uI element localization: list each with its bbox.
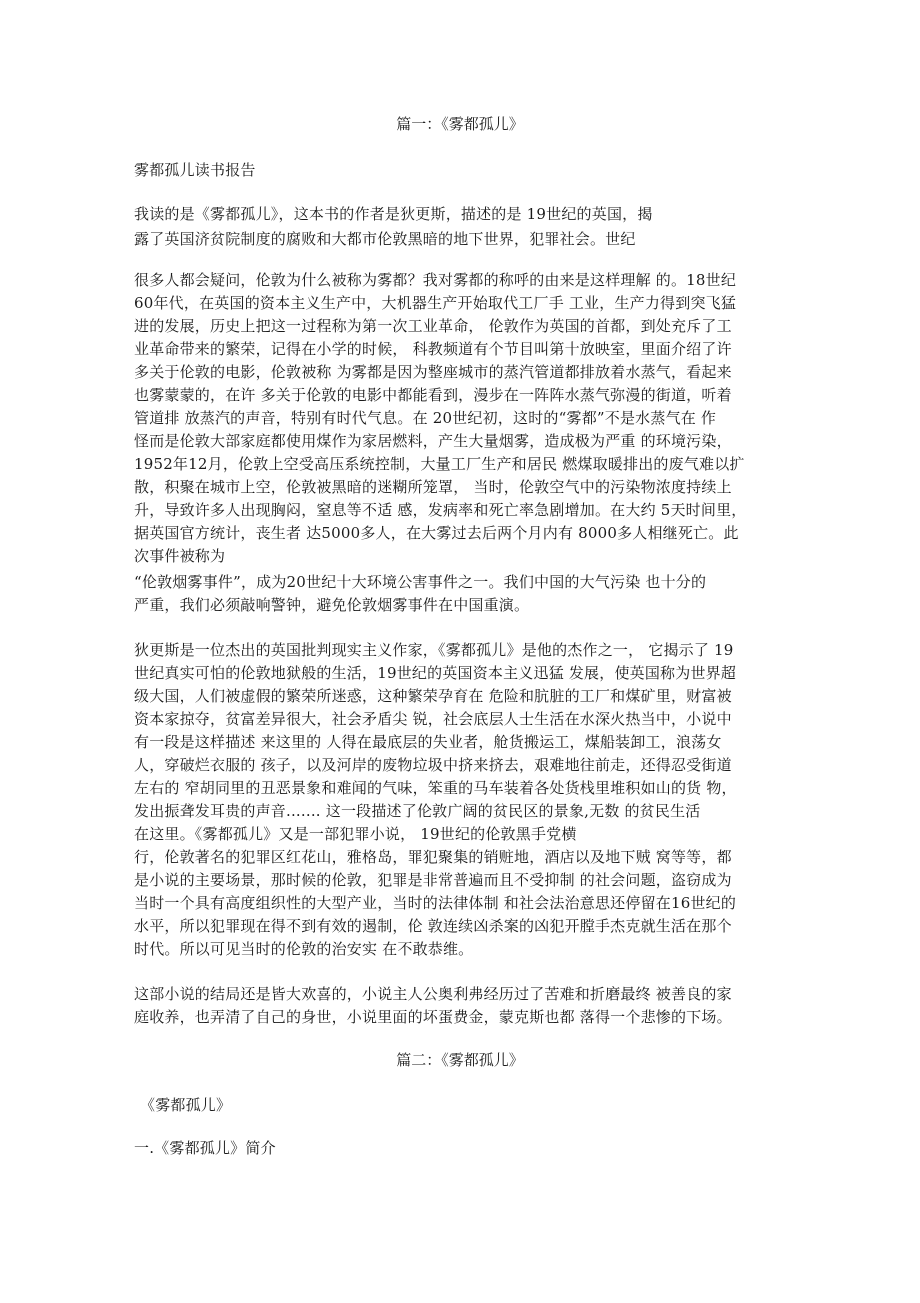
para2-line: 多关于伦敦的电影，伦敦被称 为雾都是因为整座城市的蒸汽管道都排放着水蒸气，看起来 — [134, 363, 732, 381]
para2-line: 严重，我们必须敲响警钟，避免伦敦烟雾事件在中国重演。 — [134, 596, 530, 614]
para3-line: 水平，所以犯罪现在得不到有效的遏制，伦 敦连续凶杀案的凶犯开膛手杰克就生活在那个 — [134, 917, 732, 935]
para2-line: 60年代，在英国的资本主义生产中，大机器生产开始取代工厂手 工业，生产力得到突飞猛 — [134, 294, 737, 312]
para3-line: 是小说的主要场景，那时候的伦敦，犯罪是非常普遍而且不受抑制 的社会问题，盗窃成为 — [134, 871, 732, 889]
section1-heading: 篇一：《雾都孤儿》 — [396, 115, 524, 133]
para3-line: 行，伦敦著名的犯罪区红花山，雅格岛，罪犯聚集的销赃地，酒店以及地下贼 窝等等，都 — [134, 848, 732, 866]
para2-line: 业革命带来的繁荣，记得在小学的时候， 科教频道有个节目叫第十放映室，里面介绍了许 — [134, 340, 732, 358]
para3-line: 有一段是这样描述 来这里的 人得在最底层的失业者，舱货搬运工，煤船装卸工，浪荡女 — [134, 733, 722, 751]
section2-heading: 篇二：《雾都孤儿》 — [396, 1051, 524, 1069]
para3-line: 级大国，人们被虚假的繁荣所迷惑，这种繁荣孕育在 危险和肮脏的工厂和煤矿里，财富被 — [134, 687, 732, 705]
para3-line: 当时一个具有高度组织性的大型产业，当时的法律体制 和社会法治意思还停留在16世纪的 — [134, 894, 737, 912]
para2-line: 进的发展，历史上把这一过程称为第一次工业革命， 伦敦作为英国的首都，到处充斥了工 — [134, 317, 732, 335]
para3-line: 在这里。《雾都孤儿》又是一部犯罪小说， 19世纪的伦敦黑手党横 — [134, 825, 577, 843]
para3-line: 发出振聋发耳贵的声音....... 这一段描述了伦敦广阔的贫民区的景象,无数 的贫民生活 — [134, 802, 701, 820]
para3-line: 时代。所以可见当时的伦敦的治安实 在不敢恭维。 — [134, 940, 474, 958]
para3-line: 资本家掠夺，贫富差异很大，社会矛盾尖 锐，社会底层人士生活在水深火热当中，小说中 — [134, 710, 732, 728]
para2-line: 1952年12月，伦敦上空受高压系统控制，大量工厂生产和居民 燃煤取暖排出的废气难以扩 — [134, 455, 745, 473]
para2-line: 管道排 放蒸汽的声音，特别有时代气息。在 20世纪初，这时的“雾都”不是水蒸气在 作 — [134, 409, 717, 427]
para2-line: 怪而是伦敦大部家庭都使用煤作为家居燃料，产生大量烟雾，造成极为严重 的环境污染， — [134, 432, 732, 450]
section2-subheading: 一.《雾都孤儿》简介 — [134, 1139, 276, 1157]
para3-line: 左右的 窄胡同里的丑恶景象和难闻的气味，笨重的马车装着各处货栈里堆积如山的货 物， — [134, 779, 737, 797]
para4-line: 庭收养，也弄清了自己的身世，小说里面的坏蛋费金，蒙克斯也都 落得一个悲惨的下场。 — [134, 1008, 732, 1026]
para2-line: 很多人都会疑问，伦敦为什么被称为雾都？我对雾都的称呼的由来是这样理解 的。18世纪 — [134, 271, 737, 289]
para2-line: 据英国官方统计，丧生者 达5000多人，在大雾过去后两个月内有 8000多人相继死亡。此 — [134, 524, 739, 542]
para2-line: 散，积聚在城市上空，伦敦被黑暗的迷糊所笼罩， 当时，伦敦空气中的污染物浓度持续上 — [134, 478, 732, 496]
para3-line: 狄更斯是一位杰出的英国批判现实主义作家，《雾都孤儿》是他的杰作之一， 它揭示了 19 — [134, 641, 734, 659]
para3-line: 人，穿破烂衣服的 孩子，以及河岸的废物垃圾中挤来挤去，艰难地往前走，还得忍受街道 — [134, 756, 732, 774]
para2-line: 也雾蒙蒙的，在许 多关于伦敦的电影中都能看到，漫步在一阵阵水蒸气弥漫的街道，听着 — [134, 386, 732, 404]
para1-line: 露了英国济贫院制度的腐败和大都市伦敦黑暗的地下世界，犯罪社会。世纪 — [134, 230, 636, 248]
para4-line: 这部小说的结局还是皆大欢喜的，小说主人公奥利弗经历过了苦难和折磨最终 被善良的家 — [134, 985, 732, 1003]
para2-line: 次事件被称为 — [134, 547, 226, 565]
para3-line: 世纪真实可怕的伦敦地狱般的生活，19世纪的英国资本主义迅猛 发展，使英国称为世界超 — [134, 664, 737, 682]
report-title: 雾都孤儿读书报告 — [134, 161, 256, 179]
section2-title: 《雾都孤儿》 — [140, 1096, 232, 1114]
para1-line: 我读的是《雾都孤儿》，这本书的作者是狄更斯，描述的是 19世纪的英国，揭 — [134, 205, 653, 223]
para2-line: 升，导致许多人出现胸闷，窒息等不适 感，发病率和死亡率急剧增加。在大约 5天时间里， — [134, 501, 747, 519]
para2-line: “伦敦烟雾事件”，成为20世纪十大环境公害事件之一。我们中国的大气污染 也十分的 — [134, 573, 707, 591]
